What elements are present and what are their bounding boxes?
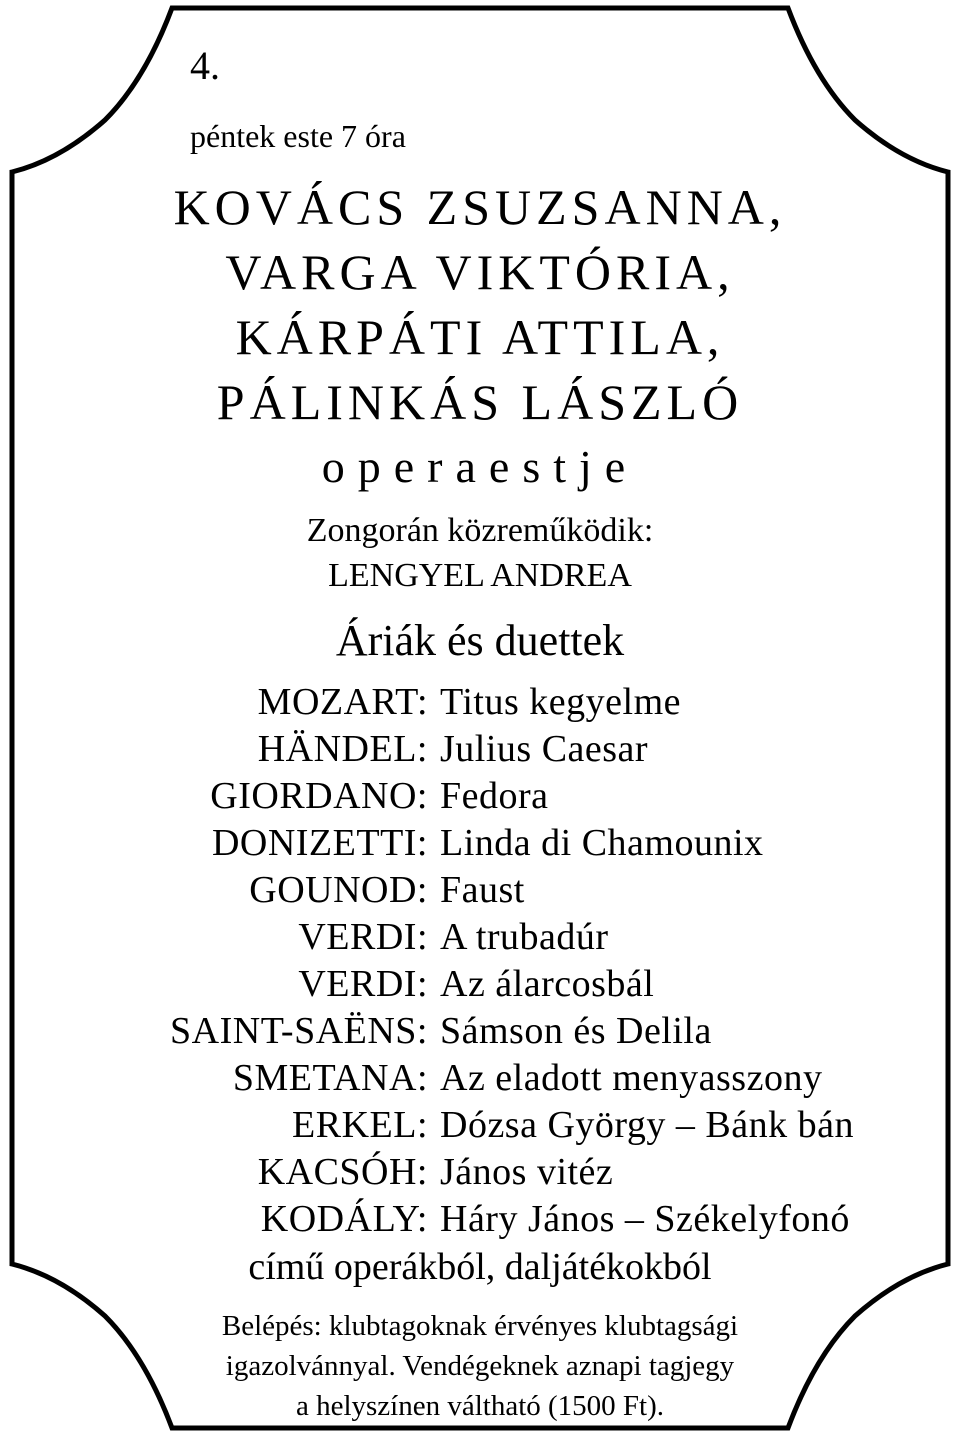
program-row — [0, 1103, 960, 1151]
entry-info-line: Belépés: klubtagoknak érvényes klubtagsági — [221, 1310, 739, 1342]
composer: VERDI: — [298, 963, 428, 1005]
program-row — [0, 868, 960, 916]
composer: SAINT-SAËNS: — [170, 1010, 428, 1052]
work-title: Háry János – Székelyfonó — [440, 1198, 850, 1240]
entry-info-line: a helyszínen váltható (1500 Ft). — [295, 1390, 665, 1422]
composer: ERKEL: — [292, 1104, 428, 1146]
accompaniment-label: Zongorán közreműködik: — [306, 512, 654, 549]
work-title: Az eladott menyasszony — [440, 1057, 823, 1099]
composer: GOUNOD: — [249, 869, 428, 911]
program-row — [0, 1009, 960, 1057]
performer-name: PÁLINKÁS LÁSZLÓ — [216, 374, 744, 430]
entry-info-line: igazolvánnyal. Vendégeknek aznapi tagjegy — [225, 1350, 735, 1382]
program-row — [0, 821, 960, 869]
composer: DONIZETTI: — [211, 822, 428, 864]
program-closing: című operákból, daljátékokból — [248, 1246, 712, 1288]
composer: HÄNDEL: — [257, 728, 428, 770]
work-title: Fedora — [440, 775, 549, 817]
composer: KODÁLY: — [260, 1198, 428, 1240]
event-time: péntek este 7 óra — [190, 118, 406, 154]
work-title: Titus kegyelme — [440, 681, 681, 723]
event-title: operaestje — [321, 441, 639, 492]
program-row — [0, 1197, 960, 1245]
work-title: Sámson és Delila — [440, 1010, 712, 1052]
performer-name: VARGA VIKTÓRIA, — [225, 244, 735, 300]
program-row — [0, 962, 960, 1010]
program-row — [0, 727, 960, 775]
composer: MOZART: — [257, 681, 428, 723]
accompanist-name: LENGYEL ANDREA — [328, 557, 632, 594]
program-row — [0, 1150, 960, 1198]
composer: SMETANA: — [232, 1057, 428, 1099]
program-row — [0, 680, 960, 728]
program-row — [0, 915, 960, 963]
work-title: Faust — [440, 869, 525, 911]
work-title: Dózsa György – Bánk bán — [440, 1104, 854, 1146]
program-heading: Áriák és duettek — [335, 616, 625, 665]
work-title: Az álarcosbál — [440, 963, 655, 1005]
performer-name: KÁRPÁTI ATTILA, — [235, 309, 725, 365]
work-title: János vitéz — [440, 1151, 614, 1193]
program-row — [0, 774, 960, 822]
program-row — [0, 1056, 960, 1104]
work-title: Julius Caesar — [440, 728, 649, 770]
composer: VERDI: — [298, 916, 428, 958]
event-number: 4. — [190, 43, 220, 88]
composer: KACSÓH: — [257, 1151, 428, 1193]
composer: GIORDANO: — [210, 775, 428, 817]
work-title: Linda di Chamounix — [440, 822, 764, 864]
performer-name: KOVÁCS ZSUZSANNA, — [173, 179, 787, 235]
work-title: A trubadúr — [440, 916, 609, 958]
